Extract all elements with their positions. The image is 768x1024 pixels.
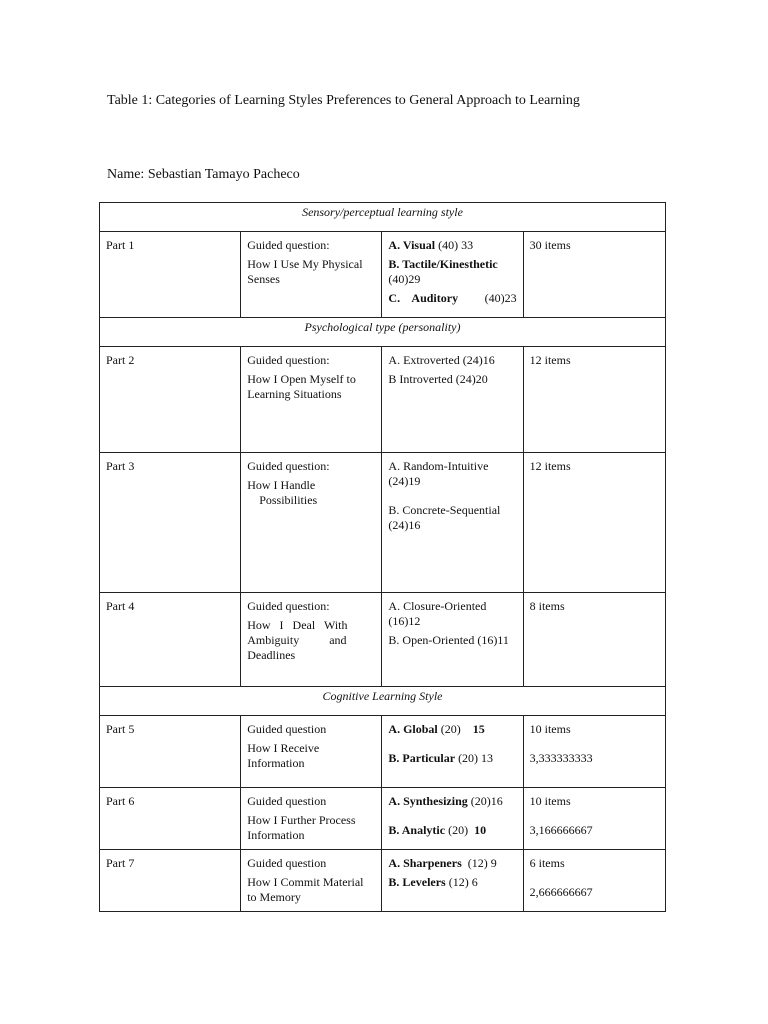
table-caption: Table 1: Categories of Learning Styles Preferences to General Approach to Learning <box>107 93 580 108</box>
scores-cell <box>382 593 523 687</box>
option-label: A. Synthesizing <box>388 794 468 808</box>
question-cell <box>241 850 382 912</box>
question-text: How I Receive Information <box>247 741 320 770</box>
guide-label: Guided question <box>247 794 327 808</box>
option-score: (20) <box>448 823 469 837</box>
scores-cell <box>382 850 523 912</box>
table-row <box>100 788 666 850</box>
part-cell: Part 5 <box>100 716 241 788</box>
section-heading: Cognitive Learning Style <box>100 687 666 716</box>
part-cell: Part 2 <box>100 347 241 453</box>
scores-cell <box>382 347 523 453</box>
option-label: A. Global <box>388 722 438 736</box>
items-cell <box>523 788 665 850</box>
learning-styles-table <box>99 202 666 912</box>
question-text: How I Commit Material to Memory <box>247 875 364 904</box>
option-result: 15 <box>472 722 485 736</box>
question-text: How I Open Myself to Learning Situations <box>247 372 356 401</box>
guide-label: Guided question: <box>247 459 330 473</box>
guide-label: Guided question: <box>247 238 330 252</box>
items-cell <box>523 716 665 788</box>
option-label: A. Visual <box>388 238 436 252</box>
table-row <box>100 593 666 687</box>
items-count: 10 items <box>529 722 571 736</box>
part-cell: Part 3 <box>100 453 241 593</box>
option-a: A. Random-Intuitive (24)19 <box>388 459 489 488</box>
table-row <box>100 347 666 453</box>
scores-cell <box>382 716 523 788</box>
question-cell <box>241 232 382 318</box>
option-label: B. Particular <box>388 751 456 765</box>
option-b: B. Concrete-Sequential (24)16 <box>388 503 501 532</box>
question-text: How I Deal With <box>247 618 348 632</box>
question-text: Deadlines <box>247 648 296 662</box>
guide-label: Guided question <box>247 856 327 870</box>
guide-label: Guided question: <box>247 599 330 613</box>
part-cell: Part 4 <box>100 593 241 687</box>
option-result: 10 <box>474 823 487 837</box>
section-row <box>100 318 666 347</box>
items-cell <box>523 850 665 912</box>
question-cell <box>241 788 382 850</box>
option-score: (12) 9 <box>467 856 497 870</box>
question-text: Ambiguity and <box>247 633 347 647</box>
option-score: (20) 13 <box>458 751 494 765</box>
ratio-value: 3,166666667 <box>529 823 593 837</box>
question-text: How I Handle <box>247 478 316 492</box>
student-name: Name: Sebastian Tamayo Pacheco <box>107 167 300 182</box>
table-row <box>100 716 666 788</box>
part-cell: Part 7 <box>100 850 241 912</box>
guide-label: Guided question <box>247 722 327 736</box>
items-count: 6 items <box>529 856 565 870</box>
question-text: Possibilities <box>259 493 318 507</box>
ratio-value: 2,666666667 <box>529 885 593 899</box>
option-score: (20)16 <box>470 794 503 808</box>
scores-cell <box>382 788 523 850</box>
items-cell: 12 items <box>523 347 665 453</box>
scores-cell <box>382 232 523 318</box>
option-label: B. Tactile/Kinesthetic <box>388 257 498 271</box>
section-row <box>100 687 666 716</box>
section-heading: Psychological type (personality) <box>100 318 666 347</box>
scores-cell <box>382 453 523 593</box>
items-cell: 12 items <box>523 453 665 593</box>
part-cell: Part 6 <box>100 788 241 850</box>
option-score: (40)23 <box>484 291 517 305</box>
option-score: (20) <box>440 722 461 736</box>
option-label: A. Sharpeners <box>388 856 462 870</box>
option-label: B. Analytic <box>388 823 446 837</box>
option-a: A. Extroverted (24)16 <box>388 353 495 367</box>
question-cell <box>241 716 382 788</box>
table-row <box>100 232 666 318</box>
option-score: (12) 6 <box>448 875 478 889</box>
question-cell <box>241 453 382 593</box>
question-text: How I Use My Physical Senses <box>247 257 363 286</box>
section-heading: Sensory/perceptual learning style <box>100 203 666 232</box>
option-b: B. Open-Oriented (16)11 <box>388 633 509 647</box>
part-cell: Part 1 <box>100 232 241 318</box>
items-cell: 8 items <box>523 593 665 687</box>
items-count: 10 items <box>529 794 571 808</box>
section-row <box>100 203 666 232</box>
guide-label: Guided question: <box>247 353 330 367</box>
option-score: (40)29 <box>388 272 421 286</box>
option-score: (40) 33 <box>438 238 474 252</box>
ratio-value: 3,333333333 <box>529 751 593 765</box>
option-b: B Introverted (24)20 <box>388 372 488 386</box>
question-cell <box>241 347 382 453</box>
table-row <box>100 453 666 593</box>
question-text: How I Further Process Information <box>247 813 356 842</box>
option-label: C. Auditory <box>388 291 459 305</box>
option-a: A. Closure-Oriented (16)12 <box>388 599 487 628</box>
question-cell <box>241 593 382 687</box>
option-label: B. Levelers <box>388 875 446 889</box>
table-row <box>100 850 666 912</box>
items-cell: 30 items <box>523 232 665 318</box>
